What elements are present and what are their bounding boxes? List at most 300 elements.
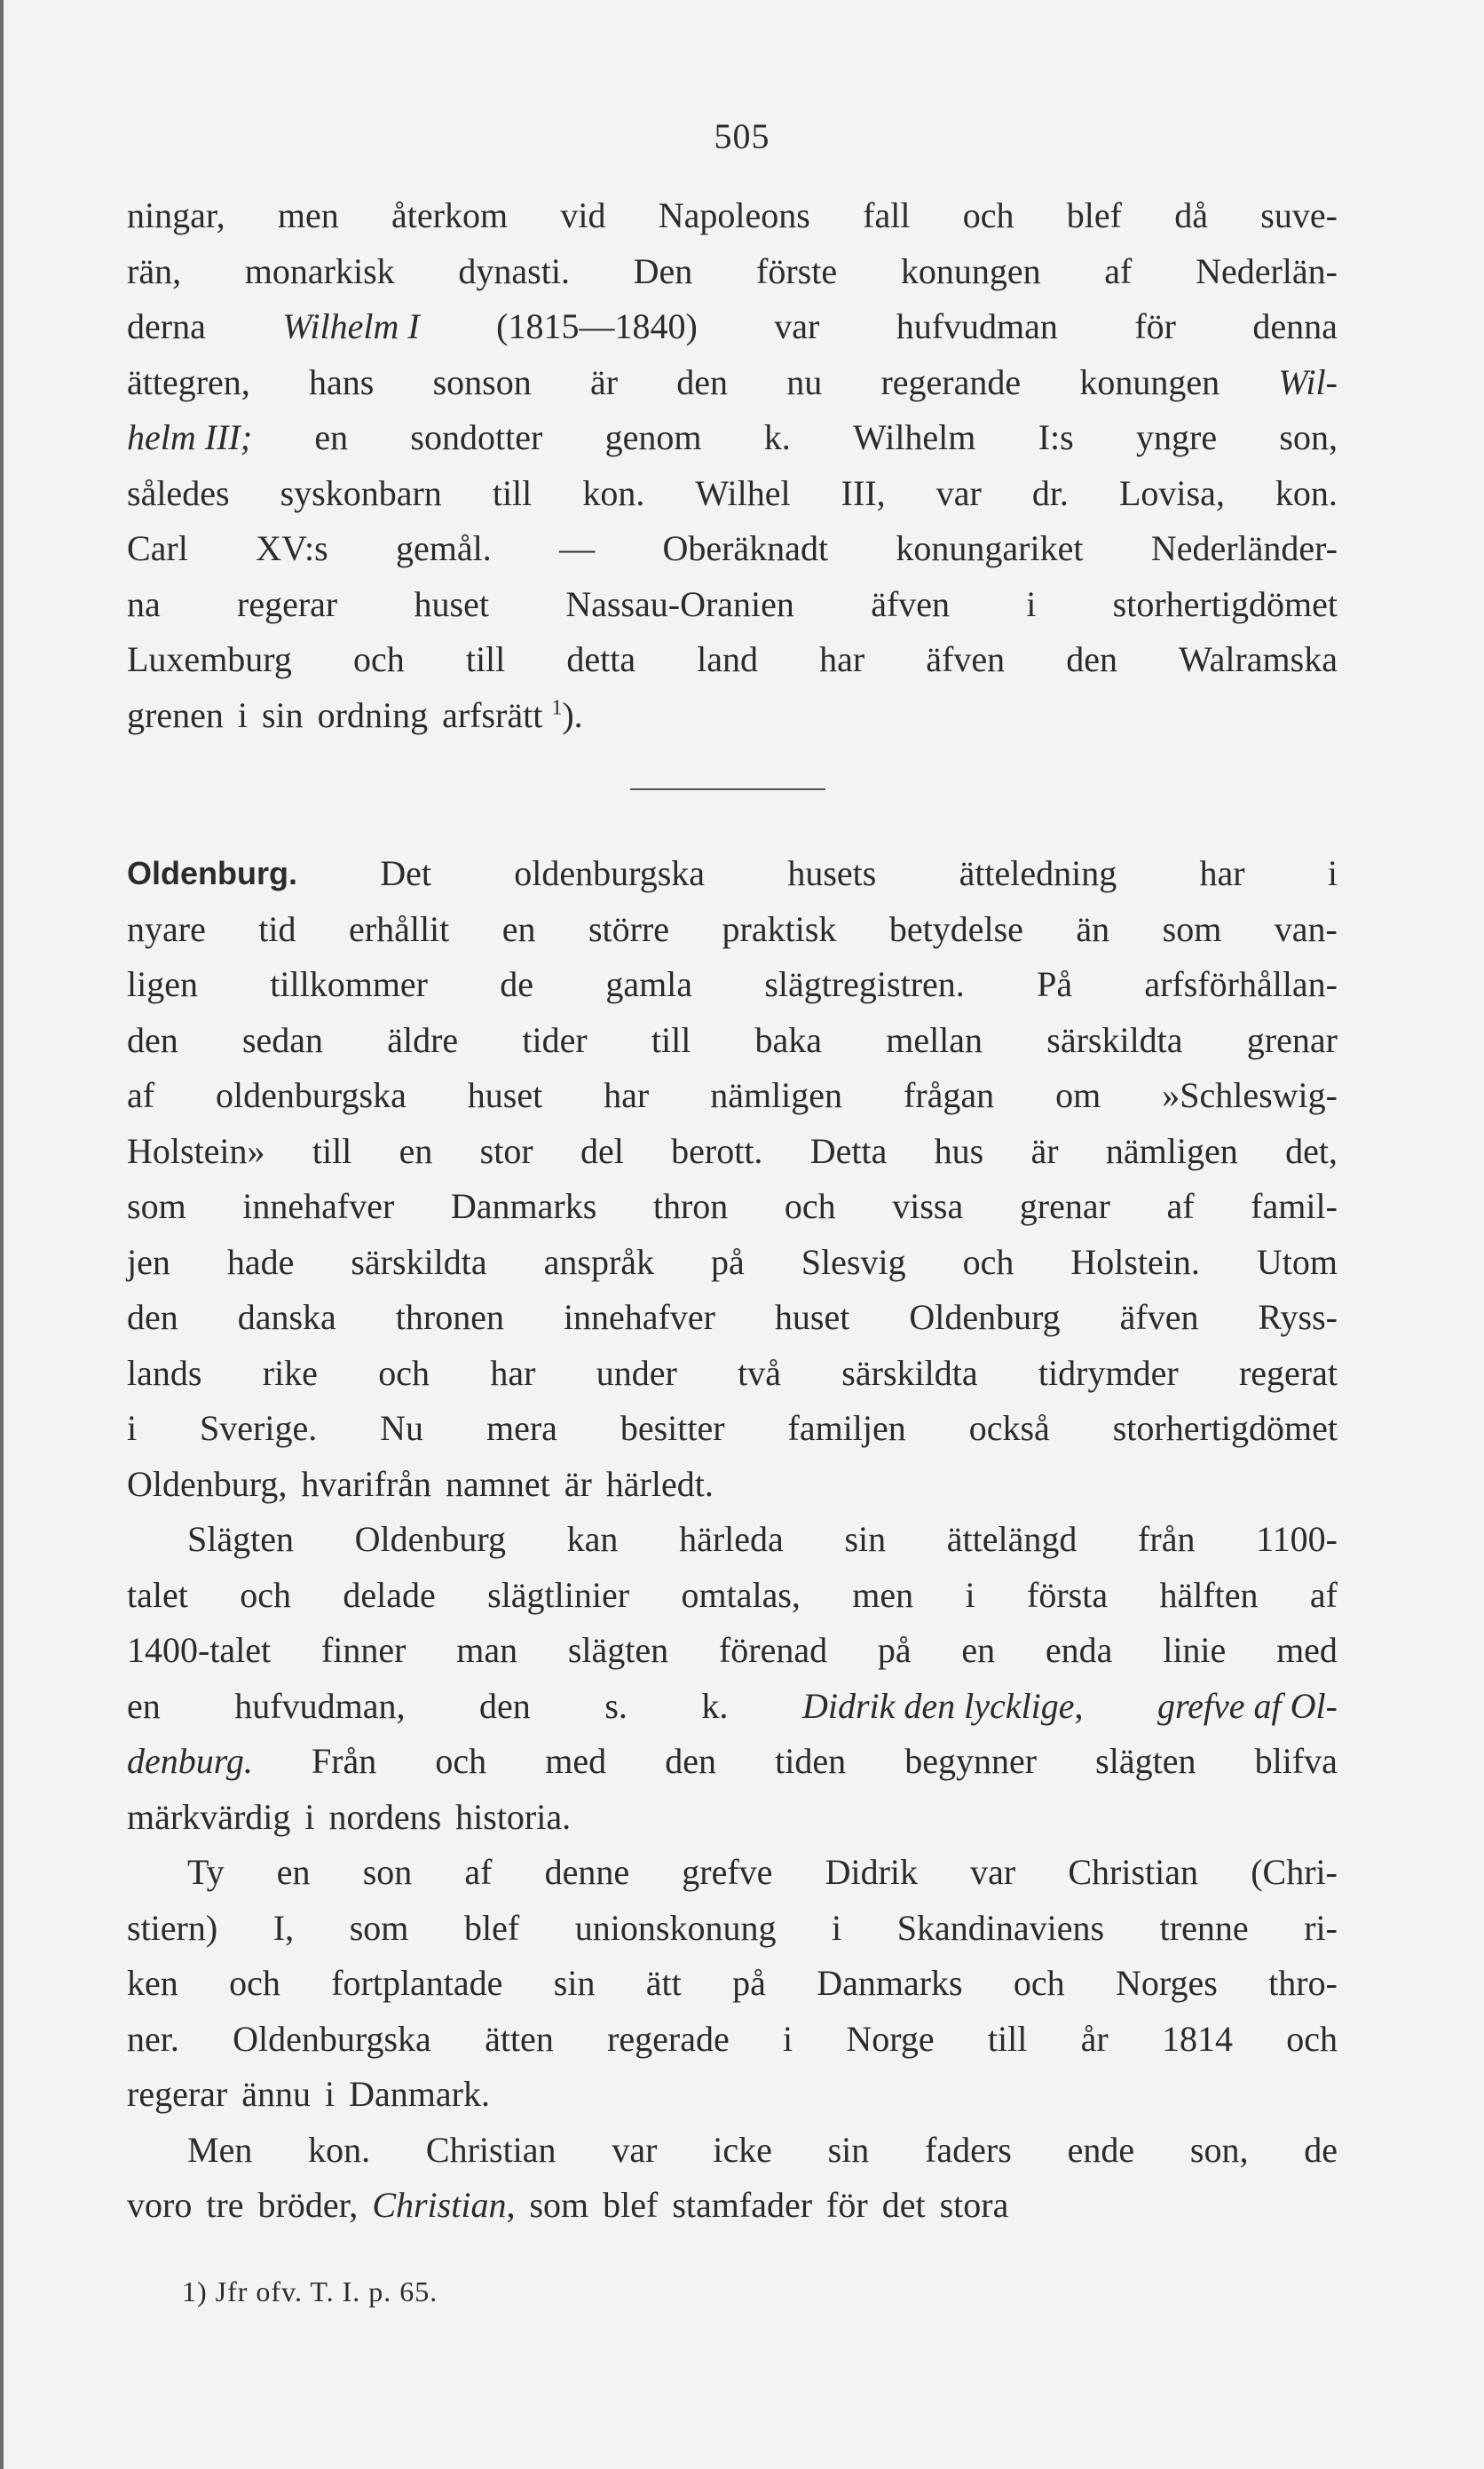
- word: i: [127, 1408, 138, 1448]
- word: de: [500, 964, 534, 1004]
- word: tidrymder: [1038, 1352, 1179, 1393]
- word: suve-: [1260, 195, 1338, 235]
- word: af: [1166, 1186, 1195, 1226]
- word: i: [783, 2018, 793, 2059]
- word: Från: [311, 1741, 377, 1781]
- word: storhertigdömet: [1112, 1408, 1338, 1448]
- word: en: [314, 417, 349, 457]
- word: blef: [1066, 195, 1122, 235]
- word: vissa: [892, 1186, 964, 1226]
- word: i: [965, 1574, 975, 1615]
- word: besitter: [620, 1408, 725, 1448]
- word: sondotter: [410, 417, 543, 457]
- word: (Chri-: [1251, 1852, 1338, 1892]
- word: Holstein.: [1070, 1241, 1200, 1282]
- text-line: [127, 1901, 1338, 1957]
- word: grenen: [127, 694, 224, 735]
- word: slägten: [1095, 1741, 1196, 1781]
- word: af: [1309, 1574, 1338, 1615]
- word: har: [490, 1352, 536, 1393]
- word: stiern): [127, 1907, 218, 1948]
- text-line: [127, 355, 1338, 411]
- text-line: [127, 1790, 1338, 1846]
- text-line: [127, 957, 1338, 1013]
- word: Nu: [380, 1408, 424, 1448]
- word: erhållit: [349, 908, 450, 949]
- word: en: [276, 1852, 311, 1892]
- word: af: [127, 1075, 155, 1115]
- word: tiden: [775, 1741, 847, 1781]
- word: land: [697, 639, 759, 679]
- text-line: [127, 2123, 1338, 2179]
- word: var: [935, 472, 982, 513]
- word: nyare: [127, 908, 206, 949]
- word: Wilhelm I: [282, 306, 420, 346]
- word: Wilhelm: [853, 417, 976, 457]
- word: son: [362, 1852, 413, 1892]
- word: på: [877, 1630, 912, 1670]
- word: stor: [479, 1130, 533, 1171]
- word: icke: [713, 2129, 772, 2170]
- word: kan: [566, 1519, 619, 1559]
- word: dynasti.: [458, 250, 570, 291]
- word: Carl: [127, 528, 188, 568]
- word: ättegren,: [127, 361, 250, 402]
- word: i: [304, 1796, 315, 1837]
- word: till: [465, 639, 506, 679]
- word: är: [589, 361, 619, 402]
- word: Nederlän-: [1196, 250, 1338, 291]
- word: linie: [1163, 1630, 1227, 1670]
- word: Norge: [846, 2018, 935, 2059]
- footnote: 1) Jfr ofv. T. I. p. 65.: [182, 2275, 438, 2307]
- word: sin: [827, 2129, 870, 2170]
- word: yngre: [1136, 417, 1218, 457]
- word: sin: [261, 694, 304, 735]
- word: enda: [1045, 1630, 1113, 1670]
- word: Detta: [809, 1130, 888, 1171]
- word: ende: [1067, 2129, 1135, 2170]
- word: Christian: [1068, 1852, 1199, 1892]
- text-line: [127, 902, 1338, 958]
- word: Napoleons: [658, 195, 810, 235]
- word: Wil-: [1278, 361, 1338, 402]
- word: det: [881, 2185, 926, 2225]
- word: familjen: [787, 1408, 906, 1448]
- word: första: [1027, 1574, 1109, 1615]
- word: men: [277, 195, 339, 235]
- text-line: [127, 188, 1338, 244]
- word: en: [961, 1630, 996, 1670]
- word: storhertigdömet: [1112, 583, 1338, 624]
- text-line: [127, 1956, 1338, 2012]
- word: den: [676, 361, 728, 402]
- word: finner: [320, 1630, 407, 1670]
- word: större: [588, 908, 670, 949]
- word: blef: [603, 2185, 659, 2225]
- word: trenne: [1159, 1907, 1249, 1948]
- word: stora: [939, 2185, 1009, 2225]
- word: Norges: [1116, 1963, 1218, 2003]
- word: regerar: [127, 2074, 228, 2114]
- word: XV:s: [256, 528, 328, 568]
- word: kon.: [582, 472, 645, 513]
- word: härleda: [679, 1519, 784, 1559]
- word: ri-: [1304, 1907, 1338, 1948]
- word: också: [968, 1408, 1050, 1448]
- word: gamla: [605, 964, 693, 1004]
- word: till: [651, 1019, 691, 1060]
- word: fall: [863, 195, 911, 235]
- word: Luxemburg: [127, 639, 292, 679]
- page-edge: [0, 0, 4, 2469]
- word: och: [352, 639, 405, 679]
- word: tid: [258, 908, 296, 949]
- word: kon.: [308, 2129, 371, 2170]
- word: än: [1076, 908, 1110, 949]
- word: till: [492, 472, 533, 513]
- word: voro: [127, 2185, 193, 2225]
- word: omtalas,: [681, 1574, 801, 1615]
- word: men: [852, 1574, 914, 1615]
- word: af: [464, 1852, 493, 1892]
- word: oldenburgska: [514, 853, 706, 893]
- word: k.: [763, 417, 791, 457]
- word: ättelängd: [946, 1519, 1077, 1559]
- word: hans: [309, 361, 375, 402]
- word: en: [127, 1685, 161, 1726]
- word: ningar,: [127, 195, 225, 235]
- word: Sverige.: [200, 1408, 318, 1448]
- word: två: [738, 1352, 781, 1393]
- word: Ty: [187, 1852, 225, 1892]
- word: famil-: [1251, 1186, 1338, 1226]
- word: I,: [272, 1907, 295, 1948]
- word: slägten: [567, 1630, 669, 1670]
- word: anspråk: [543, 1241, 655, 1282]
- word: och: [962, 195, 1014, 235]
- word: Didrik den lycklige,: [801, 1685, 1084, 1726]
- text-line: [127, 2012, 1338, 2068]
- text-line: [127, 1568, 1338, 1624]
- word: grefve: [682, 1852, 773, 1892]
- word: i: [832, 1907, 842, 1948]
- word: arfsförhållan-: [1144, 964, 1338, 1004]
- word: betydelse: [888, 908, 1023, 949]
- word: är: [564, 1463, 592, 1504]
- word: sedan: [241, 1019, 324, 1060]
- word: detta: [566, 639, 636, 679]
- word: Oberäknadt: [662, 528, 829, 568]
- word: nämligen: [1105, 1130, 1238, 1171]
- word: märkvärdig: [127, 1796, 291, 1837]
- word: del: [580, 1130, 624, 1171]
- text-line: [127, 688, 1338, 744]
- word: thron: [652, 1186, 729, 1226]
- word: Danmarks: [450, 1186, 597, 1226]
- word: på: [711, 1241, 745, 1282]
- word: det,: [1285, 1130, 1338, 1171]
- word: i: [325, 2074, 335, 2114]
- text-line: [127, 1124, 1338, 1180]
- word: blef: [463, 1907, 520, 1948]
- word: för: [1134, 306, 1176, 346]
- word: sin: [553, 1963, 596, 2003]
- word: tider: [522, 1019, 588, 1060]
- word: fortplantade: [331, 1963, 503, 2003]
- word: konungariket: [896, 528, 1084, 568]
- word: syskonbarn: [280, 472, 442, 513]
- text-line: [127, 1068, 1338, 1124]
- text-line: [127, 244, 1338, 300]
- word: faders: [925, 2129, 1012, 2170]
- text-line: [127, 466, 1338, 522]
- word: den: [127, 1297, 178, 1337]
- word: var: [612, 2129, 658, 2170]
- word: ätteledning: [959, 853, 1117, 893]
- word: sin: [844, 1519, 887, 1559]
- word: Oldenburgska: [233, 2018, 431, 2059]
- text-line: [127, 1290, 1338, 1346]
- word: i: [237, 694, 248, 735]
- word: son,: [1189, 2129, 1249, 2170]
- word: gemål.: [396, 528, 492, 568]
- text-line: [127, 1734, 1338, 1790]
- word: och: [435, 1741, 487, 1781]
- word: huset: [774, 1297, 850, 1337]
- word: delade: [343, 1574, 436, 1615]
- word: förenad: [718, 1630, 828, 1670]
- word: som: [349, 1907, 409, 1948]
- word: från: [1138, 1519, 1196, 1559]
- word: arfsrätt $^1$).: [442, 694, 583, 735]
- word: blifva: [1254, 1741, 1338, 1781]
- word: som: [1162, 908, 1222, 949]
- section-divider: [630, 788, 825, 790]
- word: »Schleswig-: [1162, 1075, 1338, 1115]
- page-number: 505: [714, 116, 770, 156]
- word: ner.: [127, 2018, 179, 2059]
- word: jen: [127, 1241, 170, 1282]
- word: Didrik: [825, 1852, 919, 1892]
- word: slägtlinier: [487, 1574, 630, 1615]
- word: är: [1030, 1130, 1059, 1171]
- word: har: [1199, 853, 1245, 893]
- word: oldenburgska: [216, 1075, 407, 1115]
- word: äfven: [871, 583, 951, 624]
- word: i: [1026, 583, 1037, 624]
- text-line: [127, 1346, 1338, 1402]
- text-line: [127, 577, 1338, 633]
- word: Lovisa,: [1118, 472, 1225, 513]
- word: äldre: [387, 1019, 459, 1060]
- word: ätt: [645, 1963, 682, 2003]
- word: återkom: [391, 195, 509, 235]
- word: kon.: [1275, 472, 1338, 513]
- word: och: [240, 1574, 291, 1615]
- word: innehafver: [563, 1297, 715, 1337]
- word: Christian,: [372, 2185, 516, 2225]
- word: van-: [1274, 908, 1338, 949]
- word: 1400-talet: [127, 1630, 272, 1670]
- word: husets: [787, 853, 877, 893]
- word: rän,: [127, 250, 182, 291]
- word: hade: [226, 1241, 295, 1282]
- word: rike: [262, 1352, 318, 1393]
- word: Nassau-Oranien: [565, 583, 794, 624]
- word: historia.: [455, 1796, 572, 1837]
- word: thronen: [395, 1297, 504, 1337]
- word: och: [378, 1352, 430, 1393]
- word: na: [127, 583, 161, 624]
- word: och: [229, 1963, 280, 2003]
- word: baka: [754, 1019, 823, 1060]
- word: de: [1304, 2129, 1338, 2170]
- word: äfven: [1119, 1297, 1199, 1337]
- word: särskildta: [351, 1241, 487, 1282]
- word: särskildta: [841, 1352, 978, 1393]
- text-line: [127, 1235, 1338, 1291]
- word: för: [826, 2185, 868, 2225]
- word: ätten: [485, 2018, 554, 2059]
- word: Det: [380, 853, 432, 893]
- word: Oldenburg: [909, 1297, 1061, 1337]
- word: har: [819, 639, 865, 679]
- word: var: [774, 306, 820, 346]
- word: Danmarks: [817, 1963, 963, 2003]
- word: hälften: [1159, 1574, 1259, 1615]
- word: ännu: [241, 2074, 311, 2114]
- section-heading: Oldenburg.: [127, 855, 297, 891]
- word: regerat: [1238, 1352, 1338, 1393]
- word: Den: [633, 250, 693, 291]
- word: som: [529, 2185, 589, 2225]
- text-line: [127, 1013, 1338, 1069]
- word: berott.: [671, 1130, 763, 1171]
- word: var: [970, 1852, 1016, 1892]
- word: talet: [127, 1574, 188, 1615]
- word: denne: [544, 1852, 630, 1892]
- word: mera: [485, 1408, 557, 1448]
- word: Holstein»: [127, 1130, 265, 1171]
- text-line: [127, 410, 1338, 466]
- word: och: [784, 1186, 836, 1226]
- word: Skandinaviens: [896, 1907, 1105, 1948]
- word: med: [545, 1741, 607, 1781]
- text-section-2: [127, 846, 1338, 2234]
- word: 1814: [1161, 2018, 1233, 2059]
- word: och: [1286, 2018, 1338, 2059]
- word: Slägten: [187, 1519, 294, 1559]
- word: unionskonung: [574, 1907, 777, 1948]
- text-line: [127, 1401, 1338, 1457]
- word: förste: [756, 250, 838, 291]
- word: Oldenburg,: [127, 1463, 288, 1504]
- word: ken: [127, 1963, 178, 2003]
- word: son,: [1279, 417, 1338, 457]
- word: slägtregistren.: [764, 964, 965, 1004]
- word: har: [604, 1075, 650, 1115]
- word: konungen: [1079, 361, 1220, 402]
- text-line: [127, 1179, 1338, 1235]
- word: Oldenburg: [354, 1519, 506, 1559]
- word: denna: [1252, 306, 1338, 346]
- word: praktisk: [722, 908, 837, 949]
- word: bröder,: [257, 2185, 359, 2225]
- word: huset: [414, 583, 489, 624]
- word: stamfader: [672, 2185, 813, 2225]
- word: den: [1066, 639, 1117, 679]
- word: konungen: [900, 250, 1041, 291]
- word: på: [732, 1963, 766, 2003]
- word: danska: [237, 1297, 336, 1337]
- word: som: [127, 1186, 186, 1226]
- word: en: [501, 908, 536, 949]
- word: Wilhel: [695, 472, 791, 513]
- word: regerande: [880, 361, 1022, 402]
- word: man: [456, 1630, 518, 1670]
- word: Men: [187, 2129, 253, 2170]
- word: —: [559, 528, 596, 568]
- word: thro-: [1268, 1963, 1338, 2003]
- word: k.: [701, 1685, 729, 1726]
- word: till: [312, 1130, 352, 1171]
- word: hus: [934, 1130, 984, 1171]
- word: Danmark.: [349, 2074, 490, 2114]
- text-line: [127, 1457, 1338, 1513]
- word: med: [1276, 1630, 1338, 1670]
- word: härledt.: [605, 1463, 714, 1504]
- word: namnet: [445, 1463, 550, 1504]
- word: till: [987, 2018, 1028, 2059]
- text-line: [127, 521, 1338, 577]
- word: af: [1104, 250, 1133, 291]
- text-line: [127, 1623, 1338, 1679]
- word: i: [1327, 853, 1338, 893]
- word: då: [1174, 195, 1209, 235]
- word: I:s: [1038, 417, 1074, 457]
- word: III,: [841, 472, 886, 513]
- word: begynner: [904, 1741, 1038, 1781]
- word: hufvudman: [896, 306, 1058, 346]
- word: den: [665, 1741, 717, 1781]
- word: (1815—1840): [496, 306, 698, 346]
- word: och: [1013, 1963, 1065, 2003]
- word: monarkisk: [244, 250, 395, 291]
- word: derna: [127, 306, 206, 346]
- word: den: [127, 1019, 178, 1060]
- word: vid: [560, 195, 606, 235]
- text-line: [127, 2067, 1338, 2123]
- text-line: [127, 1679, 1338, 1735]
- word: och: [962, 1241, 1014, 1282]
- word: sonson: [432, 361, 532, 402]
- word: hvarifrån: [301, 1463, 431, 1504]
- word: ordning: [317, 694, 429, 735]
- word: lands: [127, 1352, 202, 1393]
- word: grenar: [1246, 1019, 1338, 1060]
- word: om: [1055, 1075, 1101, 1115]
- text-line: [127, 846, 1338, 902]
- word: nu: [786, 361, 823, 402]
- word: den: [479, 1685, 531, 1726]
- word: genom: [604, 417, 702, 457]
- text-line: [127, 1512, 1338, 1568]
- word: Ryss-: [1258, 1297, 1338, 1337]
- word: regerar: [237, 583, 338, 624]
- word: ligen: [127, 964, 198, 1004]
- word: under: [596, 1352, 677, 1393]
